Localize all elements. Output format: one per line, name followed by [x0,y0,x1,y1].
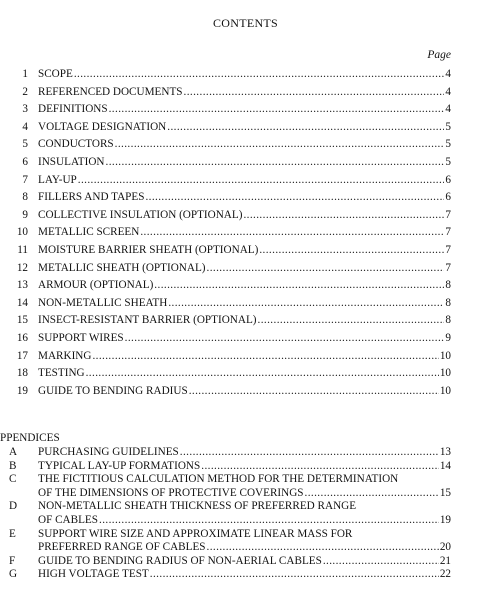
appendix-page: 22 [439,568,451,581]
toc-entry[interactable] [0,295,491,313]
toc-entry-line [38,312,451,330]
toc-entry[interactable] [0,383,491,401]
toc-entry-number: 16 [16,331,28,344]
appendix-title-line [38,555,451,569]
appendix-page: 20 [439,541,451,554]
toc-entry-page: 10 [439,367,451,380]
toc-entry-page: 4 [445,68,451,80]
appendix-title-text: THE FICTITIOUS CALCULATION METHOD FOR THE DETERMINATION [38,473,399,486]
toc-entry-line [38,365,451,383]
toc-entry-title: LAY-UP [38,173,77,186]
toc-entry-title: REFERENCED DOCUMENTS [38,85,183,98]
appendix-title-text: NON-METALLIC SHEATH THICKNESS OF PREFERRED RANGE [38,500,357,513]
toc-entry-page: 8 [445,314,451,327]
page-column-header: Page [427,49,451,61]
appendix-letter: C [9,473,17,486]
appendix-title-text: PREFERRED RANGE OF CABLES [38,541,206,554]
appendix-title-line [38,541,451,555]
toc-entry-title: METALLIC SHEATH (OPTIONAL) [38,261,206,274]
toc-entry[interactable] [0,119,491,137]
toc-entry-page: 8 [445,296,451,309]
appendix-title-line [38,460,451,474]
appendix-letter: B [9,459,17,472]
toc-entry-number: 11 [17,243,28,256]
toc-entry-title: DEFINITIONS [38,103,108,116]
dot-leader [323,555,439,569]
toc-entry-title: CONDUCTORS [38,138,114,151]
appendix-title-lines [38,446,451,460]
dot-leader [74,66,445,84]
toc-entry[interactable] [0,101,491,119]
appendix-entry[interactable] [0,473,491,500]
toc-entry-page: 4 [445,85,451,98]
toc-entry[interactable] [0,66,491,84]
appendix-title-line [38,500,451,514]
toc-entry-line [38,84,451,102]
toc-entry-number: 5 [22,138,28,151]
dot-leader [167,119,444,137]
toc-entry-title: COLLECTIVE INSULATION (OPTIONAL) [38,208,243,221]
toc-entry-page: 5 [445,138,451,151]
appendix-letter: E [9,527,16,540]
toc-entry[interactable] [0,224,491,242]
appendix-title-line [38,528,451,542]
dot-leader [92,348,438,366]
appendix-entry[interactable] [0,528,491,555]
appendix-letter: F [9,554,16,567]
dot-leader [154,277,444,295]
toc-entry[interactable] [0,312,491,330]
dot-leader [201,460,439,474]
toc-entry-line [38,330,451,348]
toc-entry-title: NON-METALLIC SHEATH [38,296,168,309]
toc-entry-page: 8 [445,279,451,292]
toc-entry-page: 10 [439,384,451,397]
appendix-title-lines [38,555,451,569]
toc-entry-line [38,242,451,260]
appendices-header: PPENDICES [0,432,60,444]
toc-entry-number: 12 [16,261,28,274]
toc-entry-number: 6 [22,155,28,168]
toc-entry-number: 9 [22,208,28,221]
dot-leader [140,224,444,242]
toc-entry[interactable] [0,348,491,366]
toc-entry-page: 7 [445,261,451,274]
toc-entry[interactable] [0,365,491,383]
toc-entry-title: INSULATION [38,155,105,168]
toc-entry-title: ARMOUR (OPTIONAL) [38,279,154,292]
appendix-title-text: OF CABLES [38,513,98,526]
appendix-title-text: GUIDE TO BENDING RADIUS OF NON-AERIAL CABLES [38,554,322,567]
dot-leader [78,172,445,190]
toc-entry-number: 13 [16,279,28,292]
toc-entry-number: 19 [16,384,28,397]
appendix-page: 13 [439,446,451,458]
toc-entry-number: 7 [22,173,28,186]
appendix-entry[interactable] [0,568,491,582]
dot-leader [259,242,444,260]
appendix-title-line [38,473,451,487]
appendix-title-text: PURCHASING GUIDELINES [38,446,179,458]
toc-entry-line [38,295,451,313]
toc-entry[interactable] [0,277,491,295]
dot-leader [109,101,445,119]
toc-entry-line [38,383,451,401]
appendix-title-text: SUPPORT WIRE SIZE AND APPROXIMATE LINEAR MASS FOR [38,527,353,540]
toc-entry-number: 3 [22,103,28,116]
dot-leader [99,514,439,528]
toc-entry-page: 9 [445,331,451,344]
dot-leader [258,312,445,330]
appendix-title-line [38,568,451,582]
toc-entry-title: METALLIC SCREEN [38,226,140,239]
appendix-title-lines [38,460,451,474]
dot-leader [106,154,445,172]
toc-entry-number: 15 [16,314,28,327]
toc-entry-title: INSECT-RESISTANT BARRIER (OPTIONAL) [38,314,257,327]
appendix-page: 21 [439,554,451,567]
toc-entry-number: 2 [22,85,28,98]
toc-entry-line [38,119,451,137]
toc-entry[interactable] [0,84,491,102]
toc-entry[interactable] [0,189,491,207]
toc-entry-number: 17 [16,349,28,362]
appendix-entry[interactable] [0,446,491,460]
contents-title: CONTENTS [212,16,279,30]
toc-entry-line [38,189,451,207]
dot-leader [125,330,445,348]
toc-entry-title: SCOPE [38,68,73,80]
appendix-title-lines [38,473,451,500]
dot-leader [86,365,439,383]
dot-leader [145,189,444,207]
toc-entry-line [38,66,451,84]
toc-entry-page: 7 [445,208,451,221]
appendix-entry[interactable] [0,500,491,527]
dot-leader [180,446,439,460]
dot-leader [150,568,439,582]
dot-leader [243,207,444,225]
toc-entry-line [38,101,451,119]
toc-entry-page: 4 [445,103,451,116]
toc-entry-number: 1 [22,68,28,80]
appendix-title-text: TYPICAL LAY-UP FORMATIONS [38,459,201,472]
toc-entry[interactable] [0,136,491,154]
toc-entry-page: 5 [445,155,451,168]
dot-leader [189,383,439,401]
appendices-list [0,446,491,582]
toc-entry-line [38,260,451,278]
dot-leader [168,295,444,313]
toc-entry[interactable] [0,330,491,348]
toc-entry-line [38,154,451,172]
toc-list [0,66,491,400]
toc-entry[interactable] [0,207,491,225]
appendix-title-line [38,514,451,528]
appendix-letter: A [9,446,18,458]
appendix-title-line [38,446,451,460]
toc-entry[interactable] [0,260,491,278]
dot-leader [207,541,439,555]
dot-leader [207,260,445,278]
toc-entry-page: 5 [445,120,451,133]
appendix-letter: D [9,500,18,513]
toc-entry-line [38,224,451,242]
toc-entry-page: 10 [439,349,451,362]
toc-entry-number: 4 [22,120,28,133]
appendix-title-line [38,487,451,501]
dot-leader [184,84,445,102]
appendix-entry[interactable] [0,555,491,569]
dot-leader [115,136,445,154]
toc-entry[interactable] [0,154,491,172]
toc-entry[interactable] [0,172,491,190]
appendix-title-lines [38,528,451,555]
toc-entry-line [38,348,451,366]
appendix-letter: G [9,568,18,581]
toc-entry-line [38,136,451,154]
appendix-page: 14 [439,459,451,472]
appendix-title-lines [38,500,451,527]
appendix-title-lines [38,568,451,582]
toc-entry-line [38,277,451,295]
toc-entry-title: MOISTURE BARRIER SHEATH (OPTIONAL) [38,243,259,256]
toc-entry-page: 6 [445,173,451,186]
toc-entry-line [38,172,451,190]
appendix-title-text: OF THE DIMENSIONS OF PROTECTIVE COVERINGS [38,486,304,499]
toc-entry-title: VOLTAGE DESIGNATION [38,120,167,133]
toc-entry[interactable] [0,242,491,260]
toc-entry-title: TESTING [38,367,85,380]
toc-entry-title: GUIDE TO BENDING RADIUS [38,384,188,397]
toc-entry-number: 14 [16,296,28,309]
dot-leader [305,487,439,501]
toc-entry-page: 6 [445,191,451,204]
toc-entry-line [38,207,451,225]
toc-entry-number: 8 [22,191,28,204]
appendix-page: 15 [439,486,451,499]
toc-entry-page: 7 [445,226,451,239]
toc-entry-title: SUPPORT WIRES [38,331,124,344]
appendix-page: 19 [439,513,451,526]
appendix-title-text: HIGH VOLTAGE TEST [38,568,149,581]
appendix-entry[interactable] [0,460,491,474]
toc-entry-title: MARKING [38,349,92,362]
toc-entry-title: FILLERS AND TAPES [38,191,145,204]
toc-entry-page: 7 [445,243,451,256]
toc-entry-number: 10 [16,226,28,239]
toc-entry-number: 18 [16,367,28,380]
